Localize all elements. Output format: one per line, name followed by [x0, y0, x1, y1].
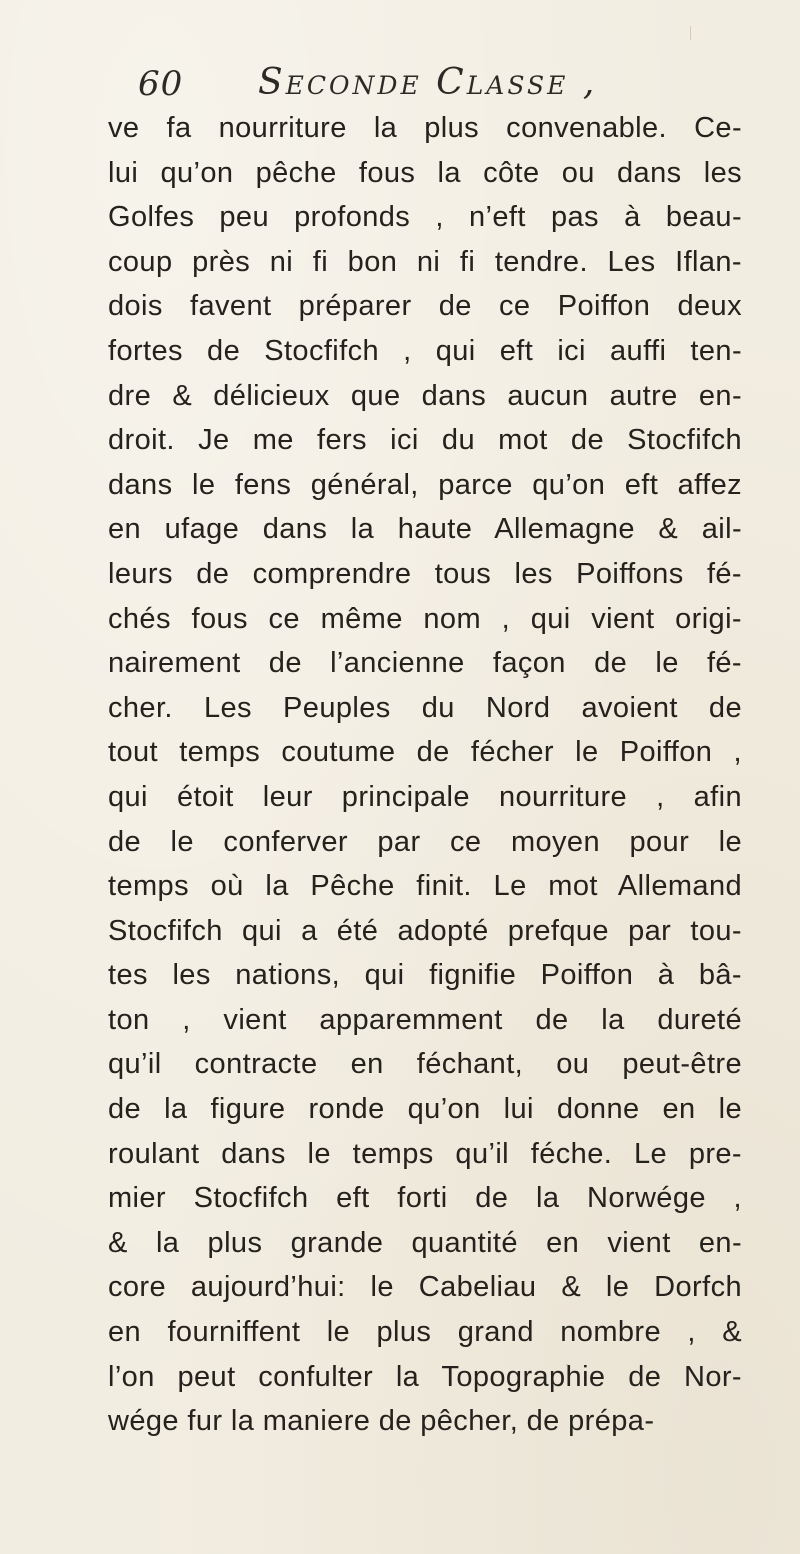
text-line: tout temps coutume de fécher le Poiffon , — [108, 736, 742, 769]
text-line: mier Stocfifch eft forti de la Norwége , — [108, 1182, 742, 1215]
text-line: core aujourd’hui: le Cabeliau & le Dorfch — [108, 1271, 742, 1304]
text-line: temps où la Pêche finit. Le mot Allemand — [108, 870, 742, 903]
text-line: ve fa nourriture la plus convenable. Ce- — [108, 112, 742, 144]
text-line: Stocfifch qui a été adopté prefque par tou- — [108, 914, 742, 947]
paper-speck — [566, 1364, 568, 1366]
text-line: Golfes peu profonds , n’eft pas à beau- — [108, 201, 742, 234]
text-line: droit. Je me fers ici du mot de Stocfifch — [108, 424, 742, 457]
text-line: wége fur la maniere de pêcher, de prépa- — [108, 1405, 655, 1438]
text-line: nairement de l’ancienne façon de le fé- — [108, 647, 742, 680]
text-line: lui qu’on pêche fous la côte ou dans les — [108, 156, 742, 189]
text-line: leurs de comprendre tous les Poiffons fé- — [108, 557, 742, 590]
text-line: en ufage dans la haute Allemagne & ail- — [108, 513, 742, 546]
text-line: de la figure ronde qu’on lui donne en le — [108, 1093, 742, 1126]
running-head-title: Seconde Classe , — [258, 62, 598, 103]
text-line: fortes de Stocfifch , qui eft ici auffi ten- — [108, 334, 742, 367]
text-line: tes les nations, qui fignifie Poiffon à bâ- — [108, 959, 742, 992]
paper-speck — [690, 26, 691, 40]
body-text — [108, 106, 742, 1444]
text-line: dre & délicieux que dans aucun autre en- — [108, 379, 742, 412]
text-line: dois favent préparer de ce Poiffon deux — [108, 290, 742, 323]
text-line: l’on peut confulter la Topographie de Nor- — [108, 1360, 742, 1393]
text-line: cher. Les Peuples du Nord avoient de — [108, 691, 742, 724]
text-line: coup près ni fi bon ni fi tendre. Les Iflan- — [108, 245, 742, 278]
text-line: roulant dans le temps qu’il féche. Le pre- — [108, 1137, 742, 1170]
text-line: qui étoit leur principale nourriture , afin — [108, 780, 742, 813]
text-line: qu’il contracte en féchant, ou peut-être — [108, 1048, 742, 1081]
page-number: 60 — [138, 64, 184, 104]
text-line: chés fous ce même nom , qui vient origi- — [108, 602, 742, 635]
text-line: & la plus grande quantité en vient en- — [108, 1226, 742, 1259]
text-line: dans le fens général, parce qu’on eft affez — [108, 468, 742, 501]
running-head — [138, 62, 658, 106]
text-line: de le conferver par ce moyen pour le — [108, 825, 742, 858]
text-line: en fourniffent le plus grand nombre , & — [108, 1316, 742, 1349]
text-line: ton , vient apparemment de la dureté — [108, 1003, 742, 1036]
